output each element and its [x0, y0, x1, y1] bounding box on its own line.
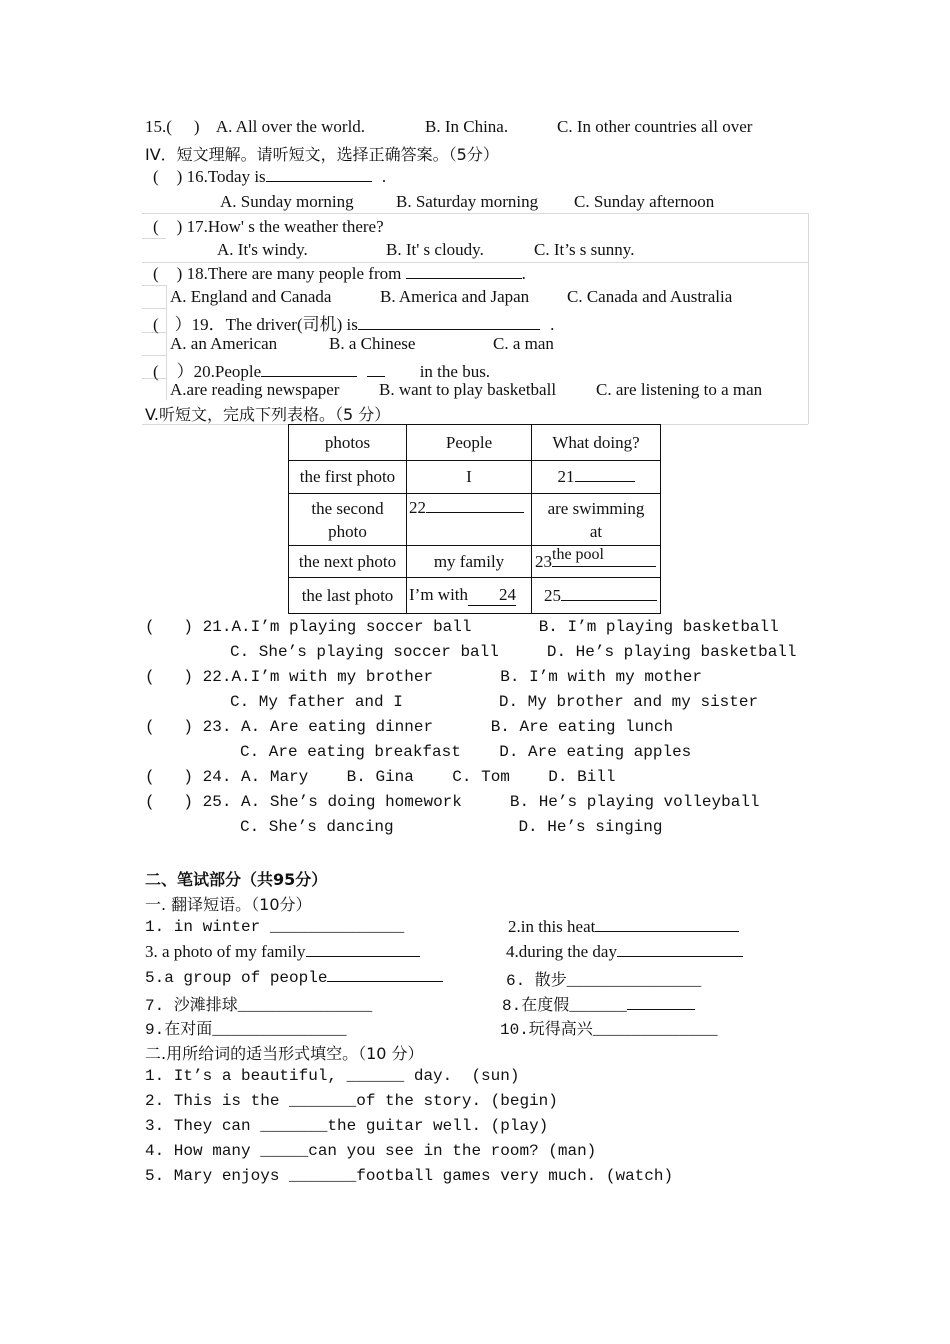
translate-item-6: 6. 散步______________: [506, 972, 702, 990]
question-15-option-b: B. In China.: [425, 117, 509, 136]
fill-item-1: 1. It’s a beautiful, ______ day. (sun): [145, 1067, 520, 1085]
translate-item-5: 5.a group of people: [145, 967, 443, 987]
question-17-option-a: A. It's windy.: [217, 240, 308, 259]
box-line: [142, 262, 808, 263]
translate-item-2: 2.in this heat: [508, 917, 739, 937]
box-line: [166, 285, 167, 400]
question-17-option-b: B. It' s cloudy.: [386, 240, 484, 259]
box-line: [142, 238, 166, 239]
question-20: ( ）20.People in the bus.: [153, 362, 491, 381]
question-19-option-b: B. a Chinese: [329, 334, 416, 353]
fill-item-4: 4. How many _____can you see in the room? (man): [145, 1142, 597, 1160]
fill-item-5: 5. Mary enjoys _______football games very much. (watch): [145, 1167, 674, 1185]
mc-question-22: ( ) 22.A.I’m with my brother B. I’m with my mother: [145, 668, 702, 686]
question-16: ( ) 16.Today is .: [153, 167, 387, 186]
table-cell: are swimming at: [532, 494, 661, 546]
question-18-option-b: B. America and Japan: [380, 287, 530, 306]
translate-item-7: 7. 沙滩排球______________: [145, 997, 373, 1015]
question-16-option-b: B. Saturday morning: [396, 192, 539, 211]
table-cell: 21: [532, 461, 661, 494]
written-section-title: 二、笔试部分（共95分）: [145, 870, 328, 889]
table-cell: the next photo: [289, 546, 407, 578]
question-18: ( ) 18.There are many people from .: [153, 264, 526, 283]
translate-item-4: 4.during the day: [506, 942, 743, 962]
box-line: [142, 308, 166, 309]
mc-question-21: ( ) 21.A.I’m playing soccer ball B. I’m playing basketball: [145, 618, 779, 636]
table-cell: the first photo: [289, 461, 407, 494]
table-header: photos: [289, 425, 407, 461]
question-18-option-c: C. Canada and Australia: [567, 287, 733, 306]
table-cell: 22: [407, 494, 532, 546]
question-15: 15.( ) A. All over the world.: [145, 117, 366, 136]
mc-question-24: ( ) 24. A. Mary B. Gina C. Tom D. Bill: [145, 768, 616, 786]
question-19-option-a: A. an American: [170, 334, 278, 353]
mc-question-25: ( ) 25. A. She’s doing homework B. He’s playing volleyball: [145, 793, 760, 811]
translate-item-3: 3. a photo of my family: [145, 942, 420, 962]
translate-item-10: 10.玩得高兴_____________: [500, 1021, 718, 1039]
mc-question-22-line2: C. My father and I D. My brother and my sister: [230, 693, 759, 711]
question-17-option-c: C. It’s s sunny.: [534, 240, 635, 259]
translate-item-8: 8.在度假______: [502, 992, 695, 1015]
table-cell: the last photo: [289, 578, 407, 614]
mc-question-25-line2: C. She’s dancing D. He’s singing: [240, 818, 663, 836]
section-4-title: IV．短文理解。请听短文，选择正确答案。（5分）: [145, 145, 499, 164]
question-20-option-a: A.are reading newspaper: [170, 380, 340, 399]
mc-question-21-line2: C. She’s playing soccer ball D. He’s playing basketball: [230, 643, 797, 661]
box-line: [808, 213, 809, 424]
question-20-option-b: B. want to play basketball: [379, 380, 557, 399]
question-18-option-a: A. England and Canada: [170, 287, 332, 306]
table-header: People: [407, 425, 532, 461]
table-cell: I: [407, 461, 532, 494]
table-cell: my family: [407, 546, 532, 578]
translate-section-title: 一. 翻译短语。（10分）: [145, 895, 312, 914]
table-header: What doing?: [532, 425, 661, 461]
question-15-option-c: C. In other countries all over: [557, 117, 753, 136]
question-19: ( ）19．The driver(司机) is .: [153, 315, 555, 334]
translate-item-1: 1. in winter ______________: [145, 918, 405, 936]
question-20-option-c: C. are listening to a man: [596, 380, 763, 399]
section-5-title: V.听短文，完成下列表格。（5 分）: [145, 405, 391, 424]
mc-question-23: ( ) 23. A. Are eating dinner B. Are eating lunch: [145, 718, 674, 736]
question-16-option-c: C. Sunday afternoon: [574, 192, 715, 211]
mc-question-23-line2: C. Are eating breakfast D. Are eating apples: [240, 743, 692, 761]
table-cell: I’m with 24: [407, 578, 532, 614]
box-line: [142, 285, 166, 286]
fill-item-2: 2. This is the _______of the story. (begin): [145, 1092, 558, 1110]
fill-item-3: 3. They can _______the guitar well. (play): [145, 1117, 549, 1135]
photo-table: [288, 424, 661, 614]
table-cell: 25: [532, 578, 661, 614]
fill-section-title: 二.用所给词的适当形式填空。（10 分）: [145, 1044, 424, 1063]
table-cell: 23 the pool: [532, 546, 661, 578]
question-19-option-c: C. a man: [493, 334, 554, 353]
question-17: ( ) 17.How' s the weather there?: [153, 217, 384, 236]
box-line: [142, 355, 166, 356]
box-line: [142, 213, 808, 214]
translate-item-9: 9.在对面______________: [145, 1021, 347, 1039]
table-cell: the second photo: [289, 494, 407, 546]
question-16-option-a: A. Sunday morning: [220, 192, 354, 211]
